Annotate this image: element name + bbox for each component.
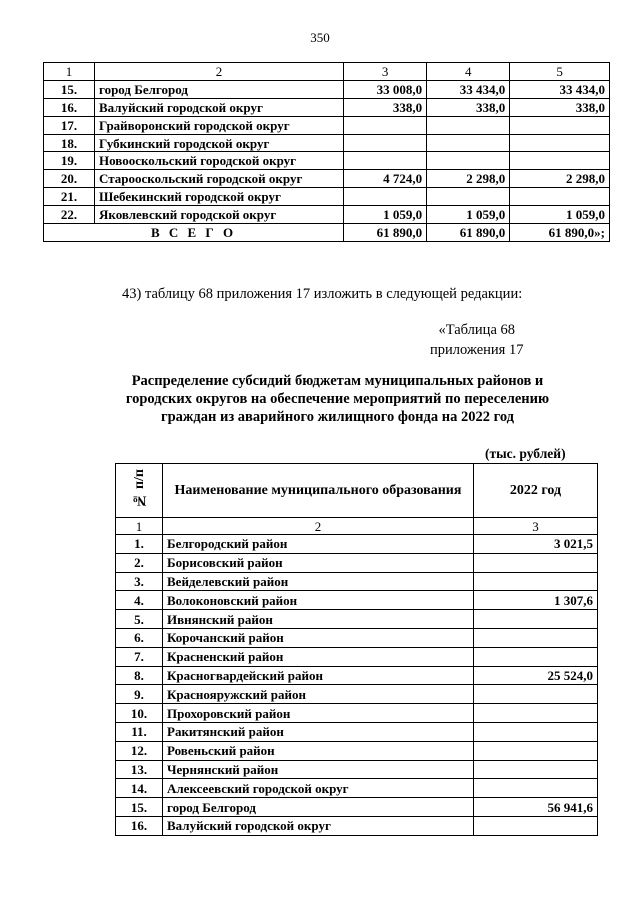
municipality-name: Старооскольский городской округ	[95, 170, 344, 188]
value-cell: 1 307,6	[474, 591, 598, 610]
table-reference-line: приложения 17	[430, 342, 524, 358]
table-row	[116, 722, 598, 741]
header-year: 2022 год	[474, 464, 598, 518]
total-value: 61 890,0»;	[510, 224, 610, 242]
table-row	[116, 610, 598, 629]
total-row	[44, 224, 610, 242]
table-row	[44, 206, 610, 224]
table-row	[116, 685, 598, 704]
row-number: 10.	[116, 704, 163, 723]
subsidy-table-continuation	[43, 62, 610, 242]
municipality-name: Ивнянский район	[163, 610, 474, 629]
table-reference-line: «Таблица 68	[438, 322, 515, 338]
municipality-name: Грайворонский городской округ	[95, 116, 344, 134]
row-number: 5.	[116, 610, 163, 629]
value-cell: 338,0	[510, 98, 610, 116]
table-row	[116, 628, 598, 647]
value-cell: 338,0	[344, 98, 427, 116]
value-cell	[474, 704, 598, 723]
total-label: В С Е Г О	[44, 224, 344, 242]
value-cell: 3 021,5	[474, 535, 598, 554]
value-cell: 25 524,0	[474, 666, 598, 685]
value-cell	[474, 610, 598, 629]
page-number: 350	[310, 30, 330, 45]
table-row	[116, 741, 598, 760]
municipality-name: Прохоровский район	[163, 704, 474, 723]
table-row	[44, 152, 610, 170]
table-row	[116, 704, 598, 723]
row-number: 6.	[116, 628, 163, 647]
municipality-name: Губкинский городской округ	[95, 134, 344, 152]
municipality-name: Яковлевский городской округ	[95, 206, 344, 224]
table-row	[116, 535, 598, 554]
value-cell	[427, 116, 510, 134]
table-row	[116, 760, 598, 779]
row-number: 16.	[44, 98, 95, 116]
value-cell	[474, 685, 598, 704]
value-cell	[474, 760, 598, 779]
table-reference	[430, 320, 523, 360]
value-cell	[474, 553, 598, 572]
table-row	[116, 591, 598, 610]
amendment-paragraph: 43) таблицу 68 приложения 17 изложить в следующей редакции:	[122, 286, 523, 302]
municipality-name: Красненский район	[163, 647, 474, 666]
municipality-name: Ракитянский район	[163, 722, 474, 741]
row-number: 14.	[116, 779, 163, 798]
value-cell	[344, 188, 427, 206]
value-cell	[427, 134, 510, 152]
value-cell: 1 059,0	[427, 206, 510, 224]
value-cell	[427, 188, 510, 206]
municipality-name: Алексеевский городской округ	[163, 779, 474, 798]
table-title: Распределение субсидий бюджетам муниципальных районов и городских округов на обеспечение мероприятий по переселению граждан из аварийного жилищного фонда на 2022 год	[125, 373, 550, 425]
header-name: Наименование муниципального образования	[163, 464, 474, 518]
table-row	[44, 170, 610, 188]
header-cell: 4	[427, 63, 510, 81]
value-cell	[474, 816, 598, 835]
table-row	[44, 80, 610, 98]
row-number: 16.	[116, 816, 163, 835]
value-cell	[427, 152, 510, 170]
row-number: 21.	[44, 188, 95, 206]
value-cell: 33 434,0	[427, 80, 510, 98]
subsidy-table-2022	[115, 463, 598, 836]
municipality-name: город Белгород	[163, 798, 474, 817]
row-number: 9.	[116, 685, 163, 704]
value-cell: 1 059,0	[510, 206, 610, 224]
row-number: 15.	[116, 798, 163, 817]
municipality-name: город Белгород	[95, 80, 344, 98]
municipality-name: Краснояружский район	[163, 685, 474, 704]
row-number: 17.	[44, 116, 95, 134]
table-row	[116, 553, 598, 572]
total-value: 61 890,0	[427, 224, 510, 242]
header-cell: 2	[95, 63, 344, 81]
table-header-row	[116, 464, 598, 518]
value-cell: 2 298,0	[427, 170, 510, 188]
municipality-name: Валуйский городской округ	[163, 816, 474, 835]
column-number-row	[116, 518, 598, 535]
municipality-name: Ровеньский район	[163, 741, 474, 760]
value-cell	[474, 741, 598, 760]
value-cell	[344, 116, 427, 134]
header-cell: 3	[344, 63, 427, 81]
row-number: 13.	[116, 760, 163, 779]
value-cell	[474, 779, 598, 798]
value-cell	[510, 188, 610, 206]
value-cell: 56 941,6	[474, 798, 598, 817]
municipality-name: Валуйский городской округ	[95, 98, 344, 116]
municipality-name: Волоконовский район	[163, 591, 474, 610]
column-number: 3	[474, 518, 598, 535]
column-number-row	[44, 63, 610, 81]
municipality-name: Корочанский район	[163, 628, 474, 647]
municipality-name: Шебекинский городской округ	[95, 188, 344, 206]
row-number: 4.	[116, 591, 163, 610]
value-cell: 4 724,0	[344, 170, 427, 188]
units-label: (тыс. рублей)	[485, 446, 566, 461]
value-cell	[344, 134, 427, 152]
municipality-name: Вейделевский район	[163, 572, 474, 591]
table-row	[116, 666, 598, 685]
header-num: № п/п	[131, 468, 147, 508]
municipality-name: Красногвардейский район	[163, 666, 474, 685]
row-number: 8.	[116, 666, 163, 685]
table-row	[44, 98, 610, 116]
row-number: 12.	[116, 741, 163, 760]
value-cell: 338,0	[427, 98, 510, 116]
value-cell: 1 059,0	[344, 206, 427, 224]
table-row	[116, 572, 598, 591]
value-cell	[474, 647, 598, 666]
value-cell	[510, 152, 610, 170]
value-cell	[510, 116, 610, 134]
table-row	[44, 188, 610, 206]
municipality-name: Борисовский район	[163, 553, 474, 572]
table-row	[44, 134, 610, 152]
row-number: 18.	[44, 134, 95, 152]
table-row	[44, 116, 610, 134]
value-cell	[474, 572, 598, 591]
municipality-name: Белгородский район	[163, 535, 474, 554]
row-number: 1.	[116, 535, 163, 554]
value-cell	[474, 722, 598, 741]
value-cell: 33 008,0	[344, 80, 427, 98]
table-row	[116, 798, 598, 817]
value-cell	[474, 628, 598, 647]
row-number: 11.	[116, 722, 163, 741]
total-value: 61 890,0	[344, 224, 427, 242]
row-number: 2.	[116, 553, 163, 572]
header-cell: 1	[44, 63, 95, 81]
column-number: 1	[116, 518, 163, 535]
value-cell: 2 298,0	[510, 170, 610, 188]
value-cell	[344, 152, 427, 170]
column-number: 2	[163, 518, 474, 535]
row-number: 19.	[44, 152, 95, 170]
table-row	[116, 816, 598, 835]
row-number: 15.	[44, 80, 95, 98]
header-num-cell	[116, 464, 163, 518]
value-cell: 33 434,0	[510, 80, 610, 98]
header-cell: 5	[510, 63, 610, 81]
row-number: 20.	[44, 170, 95, 188]
table-row	[116, 779, 598, 798]
municipality-name: Новооскольский городской округ	[95, 152, 344, 170]
row-number: 3.	[116, 572, 163, 591]
row-number: 7.	[116, 647, 163, 666]
municipality-name: Чернянский район	[163, 760, 474, 779]
value-cell	[510, 134, 610, 152]
table-row	[116, 647, 598, 666]
row-number: 22.	[44, 206, 95, 224]
